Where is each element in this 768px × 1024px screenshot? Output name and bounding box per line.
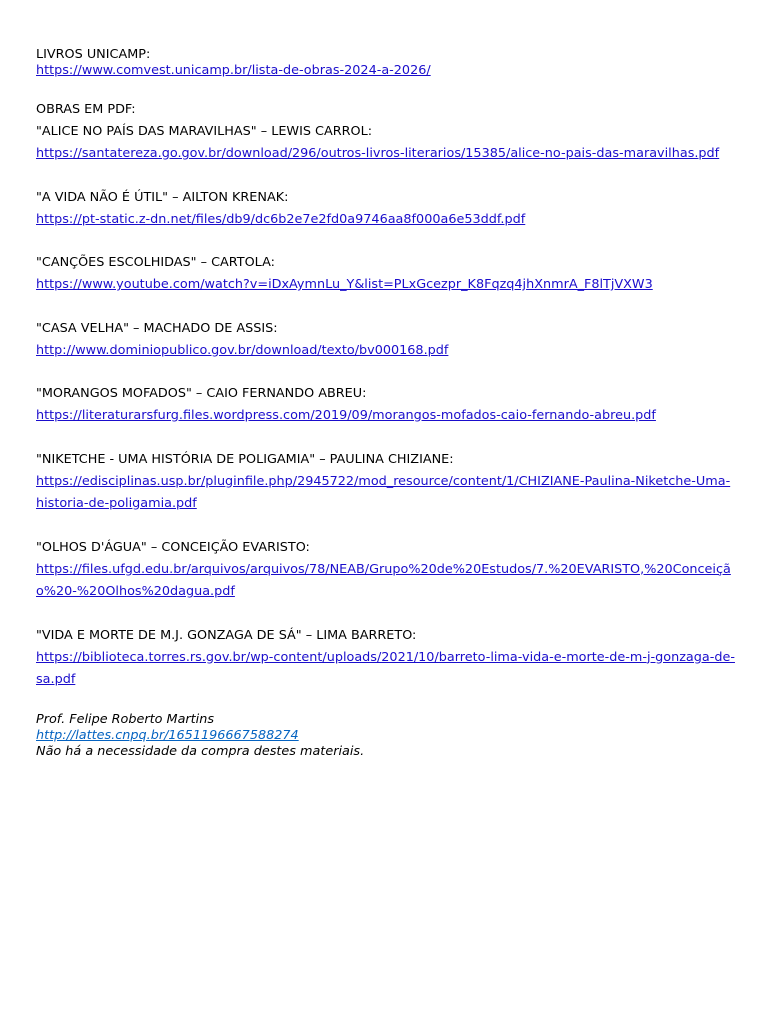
lattes-link[interactable]: http://lattes.cnpq.br/1651196667588274 [36,727,299,743]
spacer [36,79,738,99]
entry-title: "CASA VELHA" – MACHADO DE ASSIS: [36,320,278,336]
spacer [36,516,738,537]
entry-title: "MORANGOS MOFADOS" – CAIO FERNANDO ABREU: [36,386,367,401]
entry-alice [36,121,738,166]
entry-evaristo [36,537,738,604]
entry-chiziane [36,449,738,516]
spacer [36,604,738,625]
purchase-note: Não há a necessidade da compra destes materiais. [36,743,365,759]
entry-link[interactable]: https://files.ufgd.edu.br/arquivos/arquivos/78/NEAB/Grupo%20de%20Estudos/7.%20EVARISTO,%20Conceição%20-%20Olhos%20dagua.pdf [36,561,731,599]
entry-link[interactable]: https://www.youtube.com/watch?v=iDxAymnLu_Y&list=PLxGcezpr_K8Fqzq4jhXnmrA_F8lTjVXW3 [36,277,653,292]
entry-caio [36,383,738,428]
pdf-section-label: OBRAS EM PDF: [36,102,136,117]
entry-title: "VIDA E MORTE DE M.J. GONZAGA DE SÁ" – LIMA BARRETO: [36,627,417,643]
entry-link[interactable]: http://www.dominiopublico.gov.br/download/texto/bv000168.pdf [36,342,449,358]
entry-link[interactable]: https://literaturarsfurg.files.wordpress.com/2019/09/morangos-mofados-caio-fernando-abreu.pdf [36,408,656,423]
entry-krenak [36,187,738,232]
entry-title: "A VIDA NÃO É ÚTIL" – AILTON KRENAK: [36,189,289,205]
spacer [36,297,738,318]
footer-block [36,712,738,760]
entry-cartola [36,252,738,297]
entry-link[interactable]: https://pt-static.z-dn.net/files/db9/dc6b2e7e2fd0a9746aa8f000a6e53ddf.pdf [36,211,526,227]
entry-title: "CANÇÕES ESCOLHIDAS" – CARTOLA: [36,255,275,270]
entry-machado [36,318,738,363]
spacer [36,362,738,383]
unicamp-link[interactable]: https://www.comvest.unicamp.br/lista-de-obras-2024-a-2026/ [36,63,431,78]
entry-title: "OLHOS D'ÁGUA" – CONCEIÇÃO EVARISTO: [36,539,310,555]
entry-barreto [36,625,738,692]
spacer [36,428,738,449]
header-block [36,47,738,79]
author-name: Prof. Felipe Roberto Martins [36,711,215,727]
spacer [36,231,738,252]
entry-title: "ALICE NO PAÍS DAS MARAVILHAS" – LEWIS CARROL: [36,124,373,139]
entry-link[interactable]: https://biblioteca.torres.rs.gov.br/wp-content/uploads/2021/10/barreto-lima-vida-e-morte-de-m-j-gonzaga-de-sa.pdf [36,649,735,687]
entry-link[interactable]: https://santatereza.go.gov.br/download/296/outros-livros-literarios/15385/alice-no-pais-das-maravilhas.pdf [36,146,720,161]
entry-link[interactable]: https://edisciplinas.usp.br/pluginfile.php/2945722/mod_resource/content/1/CHIZIANE-Paulina-Niketche-Uma-historia-de-poligamia.pdf [36,473,731,511]
entry-title: "NIKETCHE - UMA HISTÓRIA DE POLIGAMIA" – PAULINA CHIZIANE: [36,451,454,467]
spacer [36,166,738,187]
unicamp-label: LIVROS UNICAMP: [36,47,151,62]
